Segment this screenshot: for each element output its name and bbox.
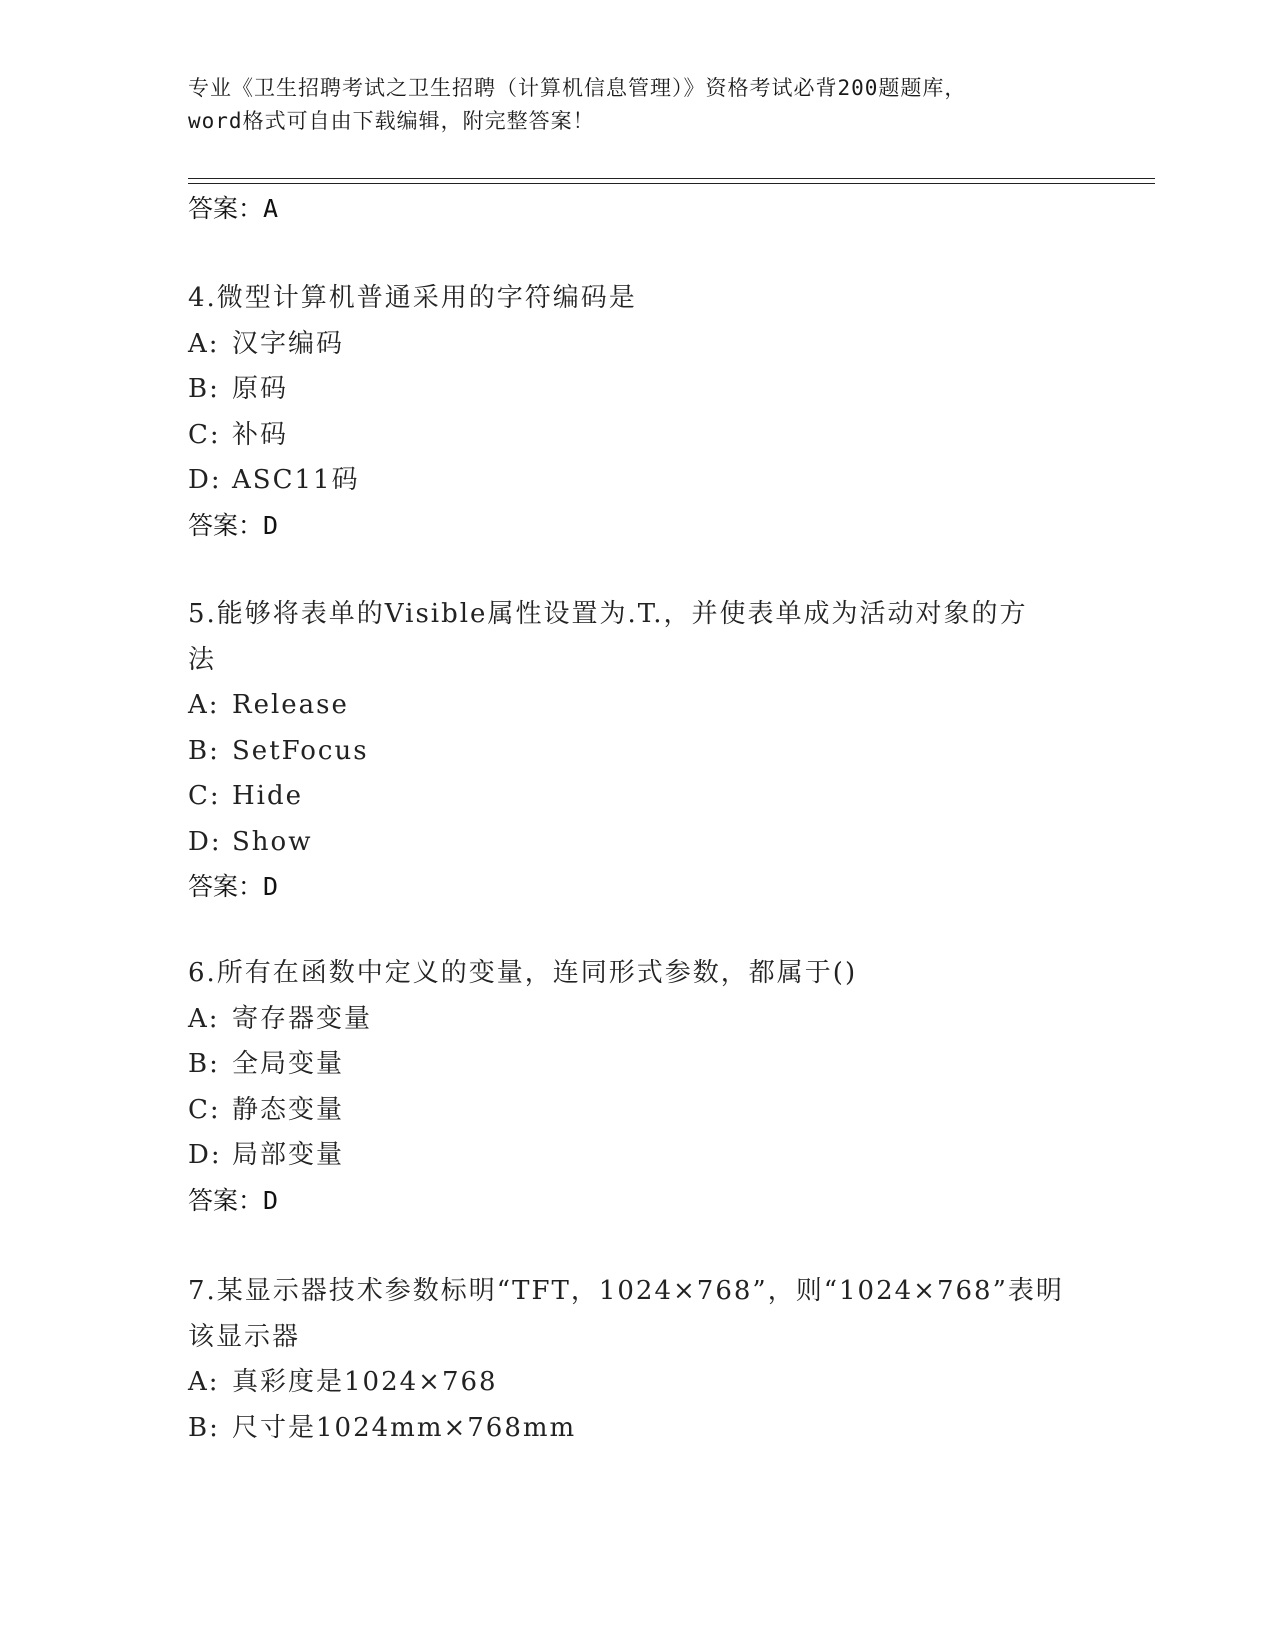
option-a <box>188 1360 1088 1406</box>
option-d <box>188 820 1088 866</box>
answer-text: 答案：D <box>188 872 279 901</box>
option-d <box>188 458 1088 504</box>
option-text: 局部变量 <box>232 1140 345 1170</box>
question-text: 5.能够将表单的Visible属性设置为.T.，并使表单成为活动对象的方 <box>188 599 1028 629</box>
option-letter: A: <box>188 690 220 720</box>
header-divider-top <box>188 178 1155 179</box>
option-text: 原码 <box>232 374 289 404</box>
option-b <box>188 1042 1088 1088</box>
option-letter: A: <box>188 1367 220 1397</box>
option-text: 尺寸是1024mm×768mm <box>232 1412 577 1443</box>
document-header <box>188 72 1088 138</box>
option-text: SetFocus <box>232 735 369 766</box>
header-line-1: 专业《卫生招聘考试之卫生招聘（计算机信息管理）》资格考试必背200题题库， <box>188 76 967 100</box>
option-letter: D: <box>188 1140 222 1170</box>
option-c <box>188 1088 1088 1134</box>
question-4 <box>188 276 1088 548</box>
option-text: Show <box>232 826 313 857</box>
option-letter: A: <box>188 1003 220 1034</box>
option-letter: D: <box>188 826 222 857</box>
question-5 <box>188 592 1088 909</box>
question-text-continued: 法 <box>188 644 217 675</box>
option-text: Release <box>232 690 349 720</box>
answer-text: 答案：D <box>188 1185 279 1215</box>
option-text: 寄存器变量 <box>232 1003 373 1034</box>
option-letter: A: <box>188 328 220 359</box>
option-text: 全局变量 <box>232 1049 345 1079</box>
option-letter: B: <box>188 1412 220 1443</box>
option-c <box>188 774 1088 820</box>
option-a <box>188 683 1088 729</box>
option-b <box>188 1406 1088 1452</box>
option-letter: B: <box>188 735 220 766</box>
option-letter: B: <box>188 1049 220 1079</box>
option-a <box>188 322 1088 368</box>
question-text: 4.微型计算机普通采用的字符编码是 <box>188 283 637 313</box>
option-text: 静态变量 <box>232 1094 345 1125</box>
question-text: 7.某显示器技术参数标明“TFT，1024×768”，则“1024×768”表明 <box>188 1276 1064 1306</box>
option-letter: B: <box>188 374 220 404</box>
option-b <box>188 729 1088 775</box>
option-text: 汉字编码 <box>232 328 345 359</box>
question-7 <box>188 1269 1088 1451</box>
option-c <box>188 413 1088 459</box>
option-d <box>188 1133 1088 1179</box>
option-letter: C: <box>188 781 221 811</box>
answer-text: 答案：A <box>188 194 279 223</box>
option-text: 补码 <box>232 419 289 450</box>
option-b <box>188 367 1088 413</box>
question-6 <box>188 951 1088 1223</box>
question-text: 6.所有在函数中定义的变量，连同形式参数，都属于() <box>188 958 858 988</box>
option-text: ASC11码 <box>232 465 360 495</box>
option-letter: C: <box>188 1094 221 1125</box>
option-letter: D: <box>188 465 222 495</box>
answer-text: 答案：D <box>188 510 279 540</box>
question-text-continued: 该显示器 <box>188 1321 301 1352</box>
previous-answer-block <box>188 187 1088 231</box>
option-letter: C: <box>188 419 221 450</box>
option-a <box>188 997 1088 1043</box>
option-text: Hide <box>232 781 304 811</box>
option-text: 真彩度是1024×768 <box>232 1367 498 1397</box>
header-line-2: word格式可自由下载编辑，附完整答案！ <box>188 109 595 133</box>
header-divider-bottom <box>188 183 1155 184</box>
